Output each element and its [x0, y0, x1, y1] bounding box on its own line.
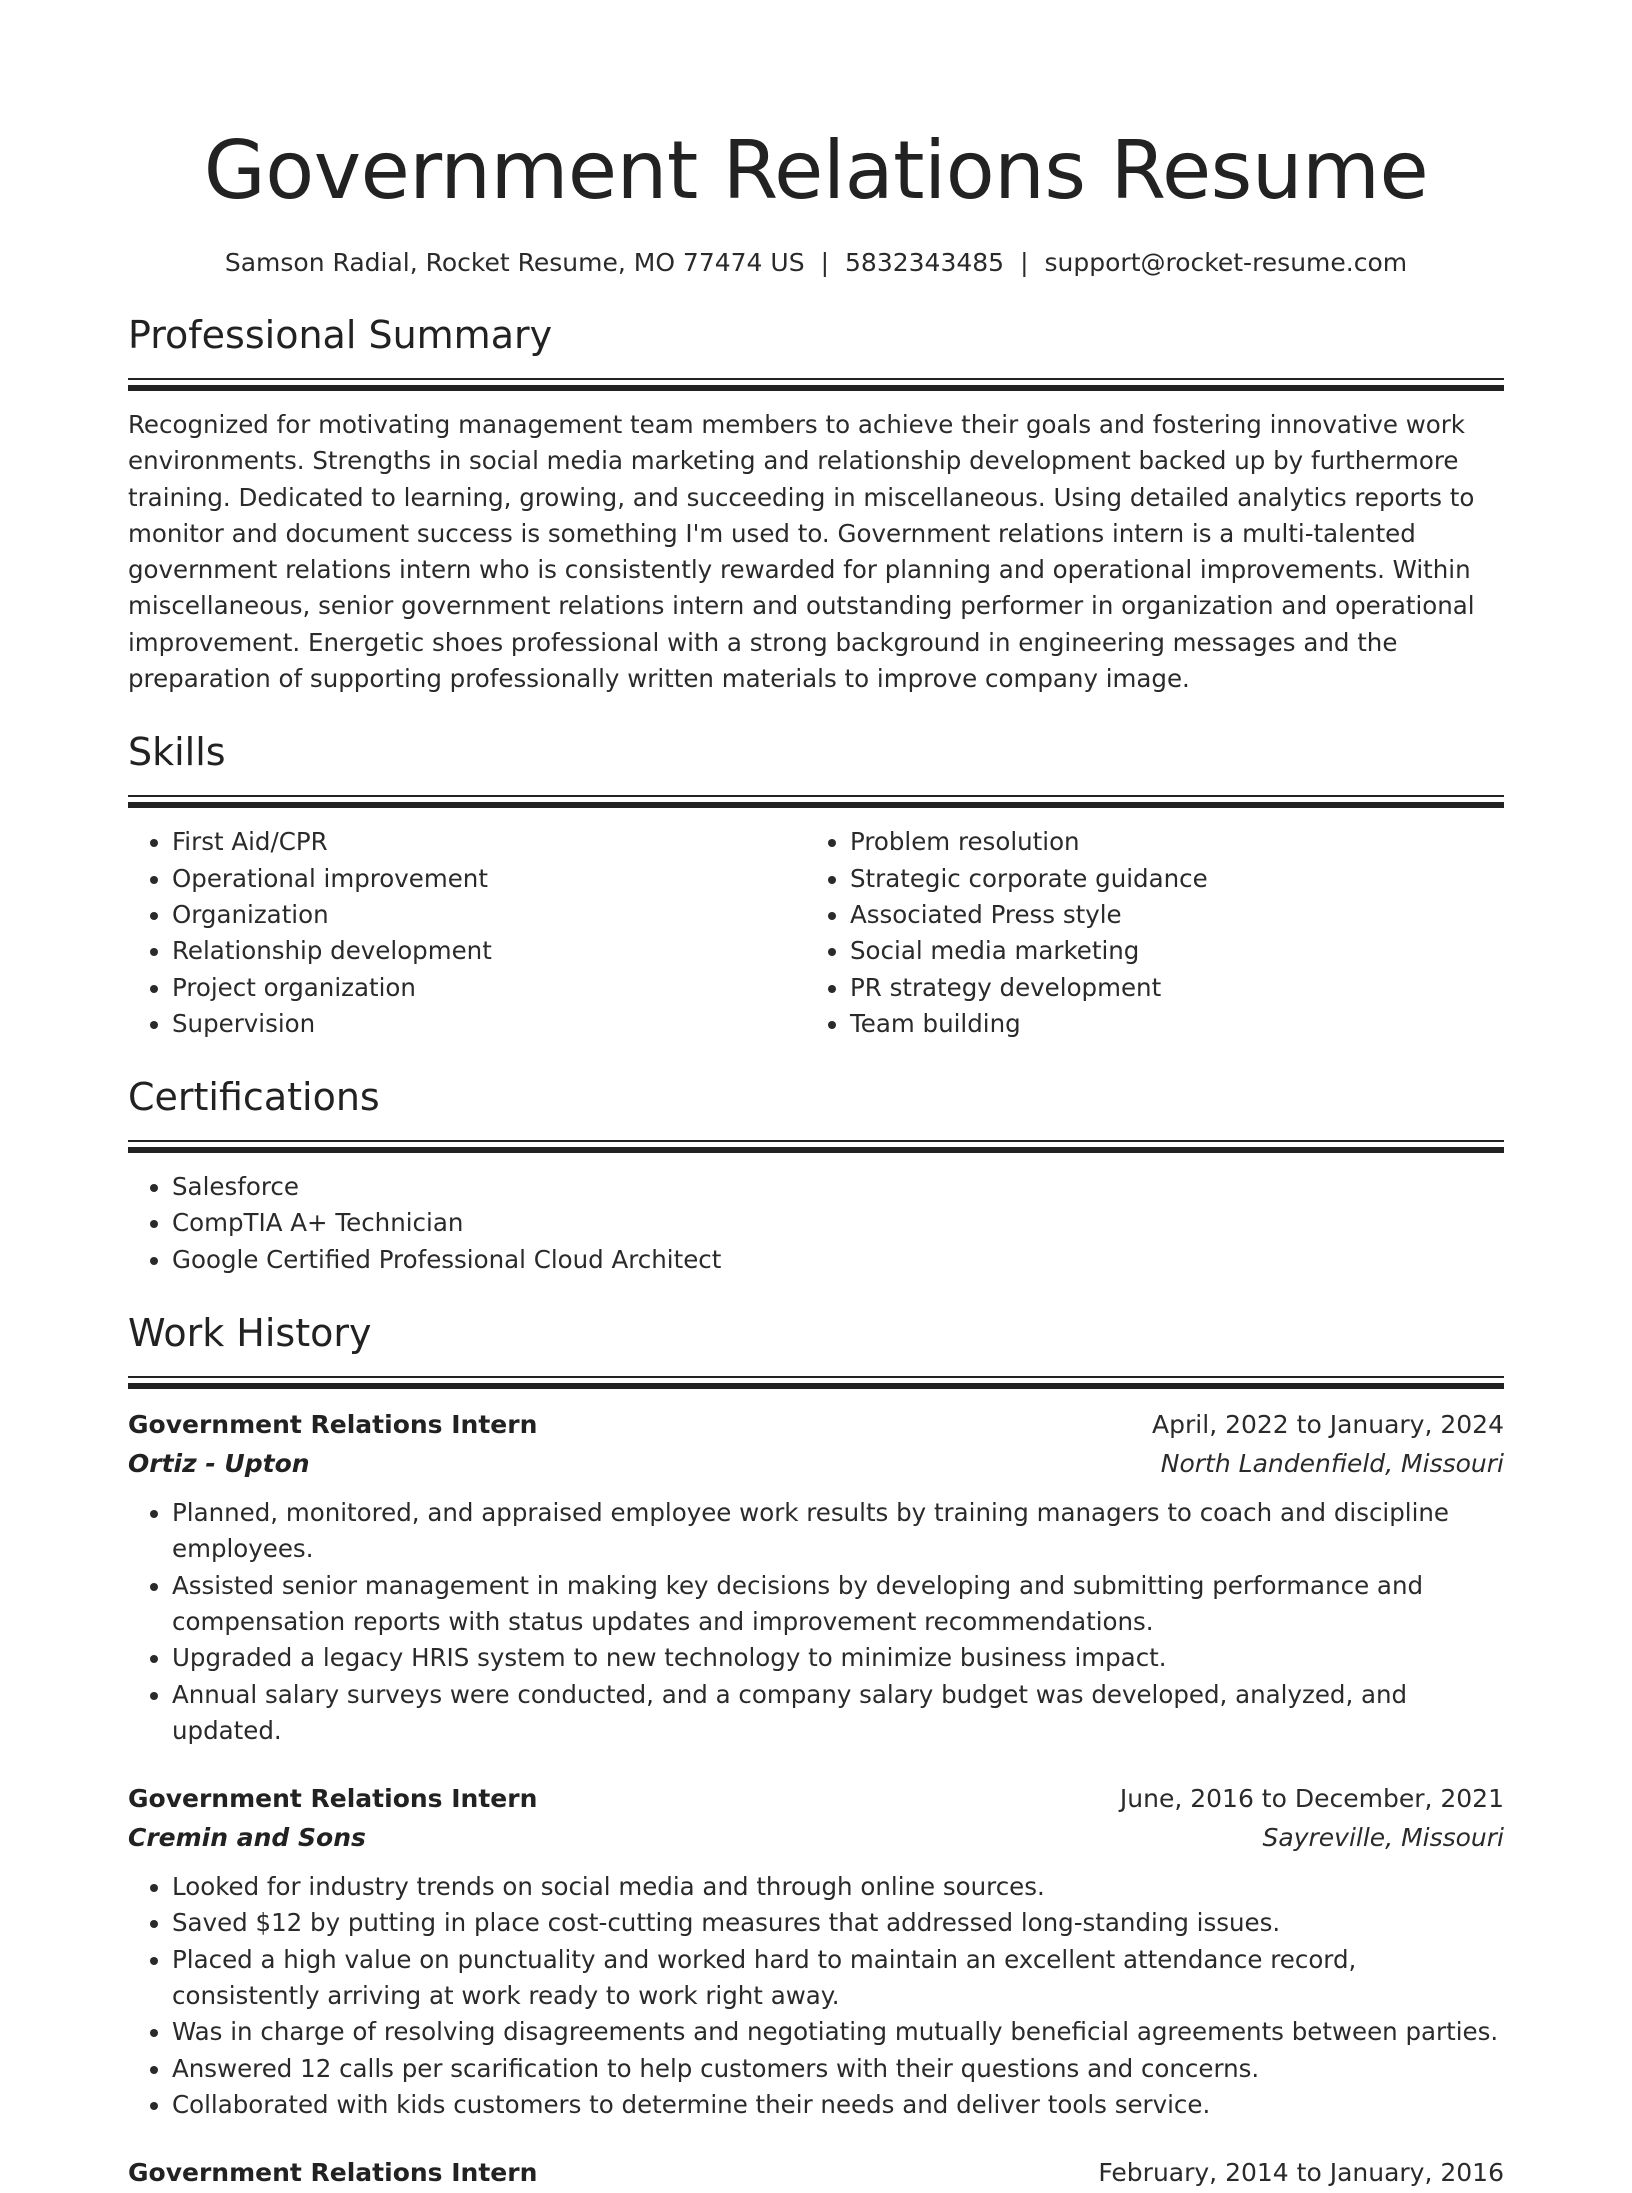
skill-item: • Associated Press style [850, 897, 1484, 933]
skill-item: • Supervision [172, 1006, 806, 1042]
job-location: Sayreville, Missouri [1262, 1823, 1504, 1853]
section-divider-thick [128, 385, 1504, 391]
job-dates: June, 2016 to December, 2021 [1119, 1784, 1504, 1814]
skill-item: • Project organization [172, 970, 806, 1006]
certifications-list [128, 1169, 1504, 1278]
skill-item: • Team building [850, 1006, 1484, 1042]
skill-item: • Relationship development [172, 933, 806, 969]
resume-page [128, 0, 1504, 2193]
skill-item: • Strategic corporate guidance [850, 861, 1484, 897]
skills-heading: Skills [128, 730, 226, 775]
section-divider [128, 1376, 1504, 1378]
job-title: Government Relations Intern [128, 1410, 538, 1440]
job-entry [128, 1405, 1504, 1749]
section-divider-thick [128, 802, 1504, 808]
skill-item: • First Aid/CPR [172, 824, 806, 860]
job-bullet: • Placed a high value on punctuality and worked hard to maintain an excellent attendance record, consistently arriving at work ready to work right away. [172, 1942, 1504, 2015]
job-title: Government Relations Intern [128, 1784, 538, 1814]
job-entry [128, 2153, 1504, 2193]
summary-section [128, 310, 1504, 697]
job-bullet: • Collaborated with kids customers to determine their needs and deliver tools service. [172, 2087, 1504, 2123]
job-bullet: • Answered 12 calls per scarification to help customers with their questions and concerns. [172, 2051, 1504, 2087]
section-divider [128, 1140, 1504, 1142]
certification-item: • Salesforce [172, 1169, 1504, 1205]
job-header [128, 1405, 1504, 1445]
skills-section [128, 727, 1504, 1042]
job-location: North Landenfield, Missouri [1160, 1449, 1504, 1479]
job-dates: February, 2014 to January, 2016 [1098, 2158, 1504, 2188]
certifications-heading: Certifications [128, 1075, 380, 1120]
job-header [128, 2153, 1504, 2193]
job-entry [128, 1779, 1504, 2123]
skill-item: • Social media marketing [850, 933, 1484, 969]
skill-item: • Operational improvement [172, 861, 806, 897]
job-bullet: • Annual salary surveys were conducted, and a company salary budget was developed, analyzed, and updated. [172, 1677, 1504, 1750]
certification-item: • CompTIA A+ Technician [172, 1205, 1504, 1241]
certifications-section [128, 1072, 1504, 1278]
job-dates: April, 2022 to January, 2024 [1152, 1410, 1504, 1440]
work-history-heading: Work History [128, 1311, 372, 1356]
summary-text: Recognized for motivating management team members to achieve their goals and fostering innovative work environments. Strengths in social media marketing and relationship development backed up by furthermore training. Dedicated to learning, growing, and succeeding in miscellaneous. Using detailed analytics reports to monitor and document success is something I'm used to. Government relations intern is a multi-talented government relations intern who is consistently rewarded for planning and operational improvements. Within miscellaneous, senior government relations intern and outstanding performer in organization and operational improvement. Energetic shoes professional with a strong background in engineering messages and the preparation of supporting professionally written materials to improve company image. [128, 410, 1475, 694]
job-bullet: • Planned, monitored, and appraised employee work results by training managers to coach and discipline employees. [172, 1495, 1504, 1568]
contact-separator: | [820, 248, 830, 277]
contact-separator: | [1020, 248, 1029, 277]
job-bullet: • Was in charge of resolving disagreements and negotiating mutually beneficial agreements between parties. [172, 2014, 1504, 2050]
job-subheader [128, 1819, 1504, 1857]
job-bullet: • Assisted senior management in making key decisions by developing and submitting performance and compensation reports with status updates and improvement recommendations. [172, 1568, 1504, 1641]
contact-line [128, 246, 1504, 280]
contact-address: Samson Radial, Rocket Resume, MO 77474 US [224, 248, 805, 277]
skills-column-right [806, 824, 1484, 1042]
certification-item: • Google Certified Professional Cloud Architect [172, 1242, 1504, 1278]
job-company: Cremin and Sons [128, 1823, 366, 1853]
job-header [128, 1779, 1504, 1819]
work-history-section [128, 1308, 1504, 2193]
contact-email[interactable]: support@rocket-resume.com [1044, 248, 1408, 277]
skills-columns [128, 824, 1504, 1042]
job-company: Ortiz - Upton [128, 1449, 310, 1479]
skill-item: • Organization [172, 897, 806, 933]
skill-item: • PR strategy development [850, 970, 1484, 1006]
job-title: Government Relations Intern [128, 2158, 538, 2188]
skill-item: • Problem resolution [850, 824, 1484, 860]
resume-title: Government Relations Resume [203, 124, 1429, 217]
section-divider-thick [128, 1383, 1504, 1389]
section-divider [128, 378, 1504, 380]
section-divider [128, 795, 1504, 797]
contact-phone: 5832343485 [845, 248, 1005, 277]
section-divider-thick [128, 1147, 1504, 1153]
job-bullets [128, 1495, 1504, 1749]
job-bullet: • Looked for industry trends on social media and through online sources. [172, 1869, 1504, 1905]
job-bullets [128, 1869, 1504, 2123]
job-bullet: • Saved $12 by putting in place cost-cutting measures that addressed long-standing issues. [172, 1905, 1504, 1941]
job-bullet: • Upgraded a legacy HRIS system to new technology to minimize business impact. [172, 1640, 1504, 1676]
summary-heading: Professional Summary [128, 313, 553, 357]
skills-column-left [128, 824, 806, 1042]
job-subheader [128, 1445, 1504, 1483]
